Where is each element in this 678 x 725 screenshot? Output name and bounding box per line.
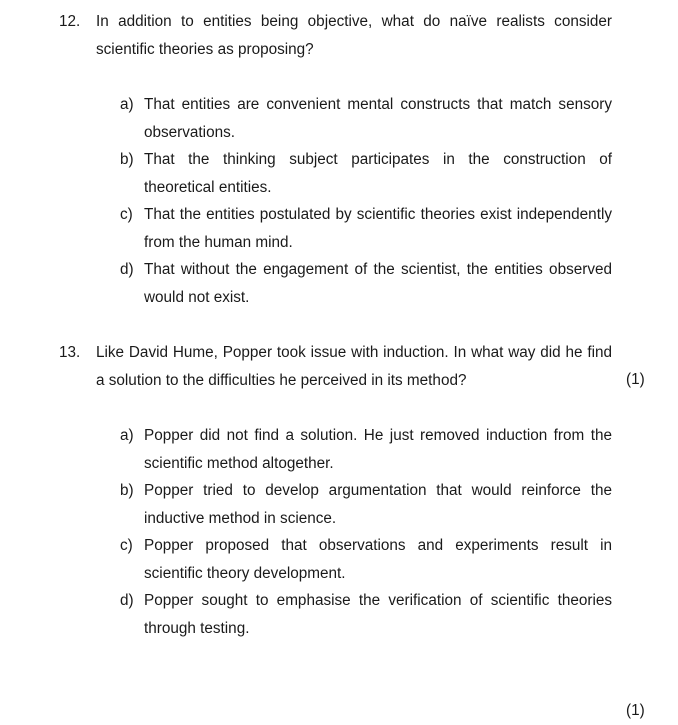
option-text: That without the engagement of the scientist, the entities observed would not exist.	[144, 261, 612, 306]
question-stem: Like David Hume, Popper took issue with induction. In what way did he find a solution to the difficulties he perceived in its method?	[96, 344, 612, 389]
marks-label: (1)	[626, 702, 645, 719]
option-text: Popper did not find a solution. He just removed induction from the scientific method altogether.	[144, 427, 612, 472]
option-text: That entities are convenient mental constructs that match sensory observations.	[144, 96, 612, 141]
option-letter: c)	[120, 206, 133, 223]
marks-label: (1)	[626, 371, 645, 388]
option-letter: b)	[120, 482, 134, 499]
option-text: That the entities postulated by scientific theories exist independently from the human mind.	[144, 206, 612, 251]
option-letter: c)	[120, 537, 133, 554]
question-stem: In addition to entities being objective, what do naïve realists consider scientific theories as proposing?	[96, 13, 612, 58]
option-letter: a)	[120, 427, 134, 444]
question-number: 12.	[59, 13, 81, 30]
option-text: Popper sought to emphasise the verification of scientific theories through testing.	[144, 592, 612, 637]
option-letter: d)	[120, 592, 134, 609]
option-text: That the thinking subject participates in the construction of theoretical entities.	[144, 151, 612, 196]
option-text: Popper tried to develop argumentation that would reinforce the inductive method in science.	[144, 482, 612, 527]
option-letter: a)	[120, 96, 134, 113]
option-text: Popper proposed that observations and experiments result in scientific theory development.	[144, 537, 612, 582]
option-letter: d)	[120, 261, 134, 278]
option-letter: b)	[120, 151, 134, 168]
question-number: 13.	[59, 344, 81, 361]
